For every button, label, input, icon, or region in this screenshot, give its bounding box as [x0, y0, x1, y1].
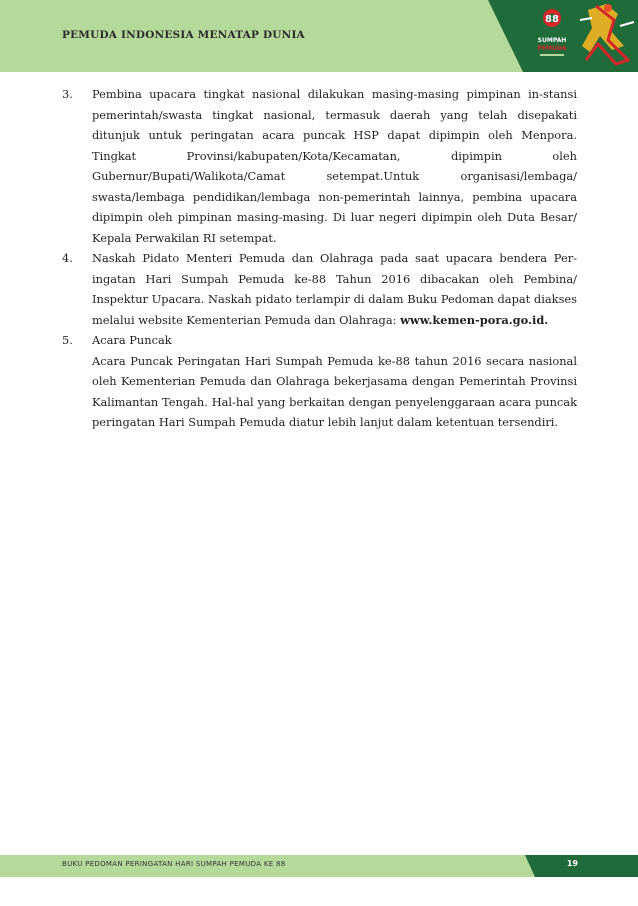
page-footer [0, 855, 638, 877]
item-text: Naskah Pidato Menteri Pemuda dan Olahraga pada saat upacara bendera Per-ingatan Hari Sumpah Pemuda ke-88 Tahun 2016 dibacakan oleh Pembina/ Inspektur Upacara. Naskah pidato terlampir di dalam Buku Pedoman dapat diakses melalui website Kementerian Pemuda dan Olahraga: [92, 251, 577, 327]
item-number: 4. [62, 251, 73, 265]
page-header [0, 0, 638, 72]
item-number: 3. [62, 87, 73, 101]
svg-text:88: 88 [545, 14, 559, 25]
list-item-4 [62, 248, 577, 330]
svg-text:PEMUDA: PEMUDA [537, 45, 567, 52]
page-number: 19 [566, 859, 578, 868]
list-item-5 [62, 330, 577, 433]
list-item-3 [62, 84, 577, 248]
page-number-box [525, 855, 638, 877]
item-title: Acara Puncak [92, 333, 172, 347]
item-paragraph: Pembina upacara tingkat nasional dilakukan masing-masing pimpinan in-stansi pemerintah/swasta tingkat nasional, termasuk daerah yang telah disepakati ditunjuk untuk peringatan acara puncak HSP dapat dipimpin oleh Menpora. Tingkat Provinsi/kabupaten/Kota/Kecamatan, dipimpin oleh Gubernur/Bupati/Walikota/Camat setempat.Untuk organisasi/lembaga/ swasta/lembaga pendidikan/lembaga non-pemerintah lainnya, pembina upacara dipimpin oleh pimpinan masing-masing. Di luar negeri dipimpin oleh Duta Besar/ Kepala Perwakilan RI setempat. [92, 87, 577, 245]
item-number: 5. [62, 333, 73, 347]
item-paragraph: Acara Puncak Peringatan Hari Sumpah Pemuda ke-88 tahun 2016 secara nasional oleh Kementerian Pemuda dan Olahraga bekerjasama dengan Pemerintah Provinsi Kalimantan Tengah. Hal-hal yang berkaitan dengan penyelenggaraan acara puncak peringatan Hari Sumpah Pemuda diatur lebih lanjut dalam ketentuan tersendiri. [92, 353, 577, 429]
footer-text: BUKU PEDOMAN PERINGATAN HARI SUMPAH PEMUDA KE 88 [62, 860, 286, 868]
item-paragraph [92, 248, 577, 330]
header-title: PEMUDA INDONESIA MENATAP DUNIA [62, 29, 305, 41]
website-link[interactable]: www.kemen-pora.go.id. [400, 312, 549, 327]
svg-text:SUMPAH: SUMPAH [537, 37, 567, 44]
document-body [62, 84, 577, 433]
sumpah-pemuda-logo [488, 0, 638, 72]
